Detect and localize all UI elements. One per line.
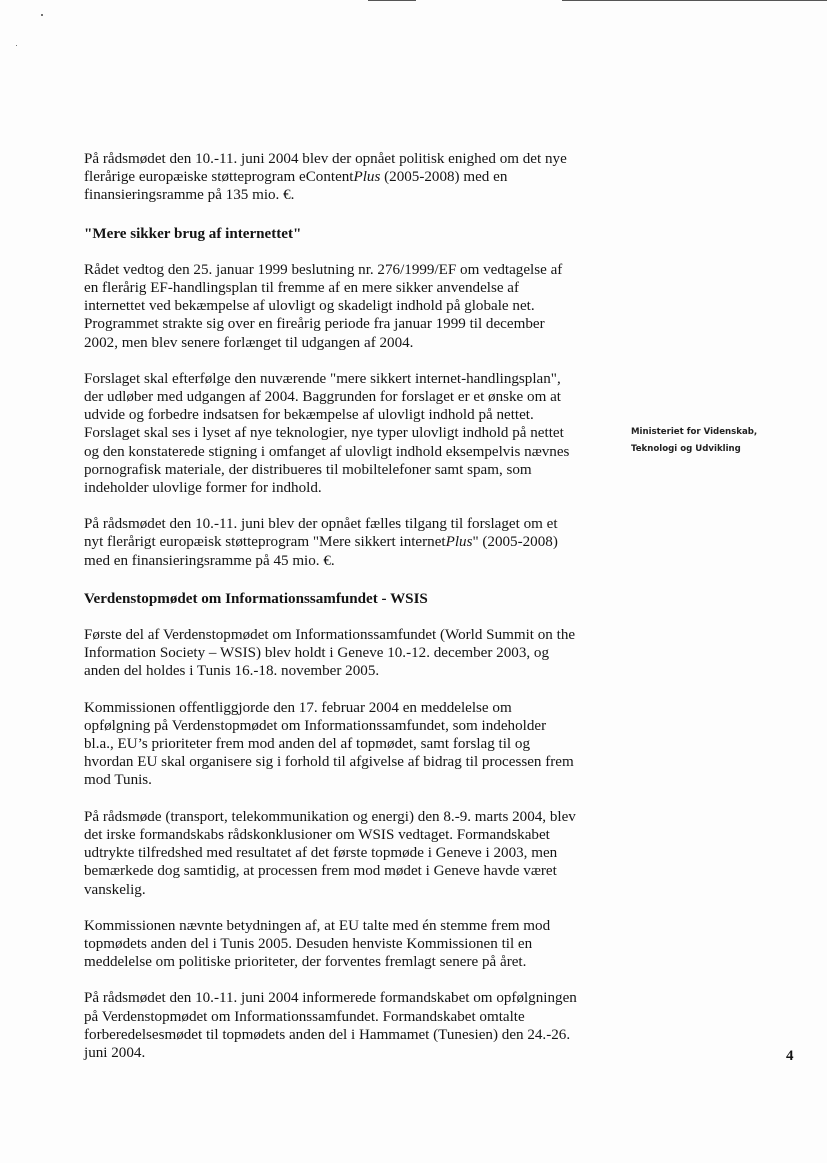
paragraph: På rådsmødet den 10.-11. juni 2004 blev der opnået politisk enighed om det nye flerårige europæiske støtteprogram eContentPlus (2005-2008) med en finansieringsramme på 135 mio. €. [84,151,567,204]
paragraph: Kommissionen offentliggjorde den 17. februar 2004 en meddelelse om opfølgning på Verdenstopmødet om Informationssamfundet, som indeholder bl.a., EU’s prioriteter frem mod anden del af topmødet, samt forslag til og hvordan EU skal organisere sig i forhold til afgivelse af bidrag til processen frem mod Tunis. [84,699,574,789]
scan-speck [16,45,17,46]
top-rule-left [368,0,416,1]
paragraph: På rådsmødet den 10.-11. juni 2004 informerede formandskabet om opfølgningen på Verdenstopmødet om Informationssamfundet. Formandskabet omtalte forberedelsesmødet til topmødets anden del i Hammamet (Tunesien) den 24.-26. juni 2004. [84,990,577,1061]
paragraph: Rådet vedtog den 25. januar 1999 beslutning nr. 276/1999/EF om vedtagelse af en flerårig EF-handlingsplan til fremme af en mere sikker anvendelse af internettet ved bekæmpelse af ulovligt og skadeligt indhold på globale net. Programmet strakte sig over en fireårig periode fra januar 1999 til december 2002, men blev senere forlænget til udgangen af 2004. [84,261,563,351]
page-number: 4 [786,1048,794,1064]
paragraph: Første del af Verdenstopmødet om Informationssamfundet (World Summit on the Information Society – WSIS) blev holdt i Geneve 10.-12. december 2003, og anden del holdes i Tunis 16.-18. november 2005. [84,627,576,680]
scan-speck [41,14,43,16]
section-heading: Verdenstopmødet om Informationssamfundet - WSIS [84,590,428,607]
document-body [84,150,604,1062]
paragraph: På rådsmødet den 10.-11. juni blev der opnået fælles tilgang til forslaget om et nyt flerårigt europæisk støtteprogram "Mere sikkert internetPlus" (2005-2008) med en finansieringsramme på 45 mio. €. [84,516,558,569]
paragraph: Kommissionen nævnte betydningen af, at EU talte med én stemme frem mod topmødets anden del i Tunis 2005. Desuden henviste Kommissionen til en meddelelse om politiske prioriteter, der forventes fremlagt senere på året. [84,917,551,971]
ministry-sidebar-label: Ministeriet for Videnskab, Teknologi og Udvikling [631,427,758,454]
section-heading: "Mere sikker brug af internettet" [84,225,302,242]
top-rule-right [562,0,827,1]
paragraph: På rådsmøde (transport, telekommunikation og energi) den 8.-9. marts 2004, blev det irske formandskabs rådskonklusioner om WSIS vedtaget. Formandskabet udtrykte tilfredshed med resultatet af det første topmøde i Geneve i 2003, men bemærkede dog samtidig, at processen frem mod mødet i Geneve havde været vanskelig. [84,808,576,898]
paragraph: Forslaget skal efterfølge den nuværende "mere sikkert internet-handlingsplan", der udløber med udgangen af 2004. Baggrunden for forslaget er et ønske om at udvide og forbedre indsatsen for bekæmpelse af ulovligt indhold på nettet. Forslaget skal ses i lyset af nye teknologier, nye typer ulovligt indhold på nettet og den konstaterede stigning i omfanget af ulovligt indhold eksempelvis nævnes pornografisk materiale, der distribueres til mobiltelefoner samt spam, som indeholder ulovlige former for indhold. [84,370,570,497]
